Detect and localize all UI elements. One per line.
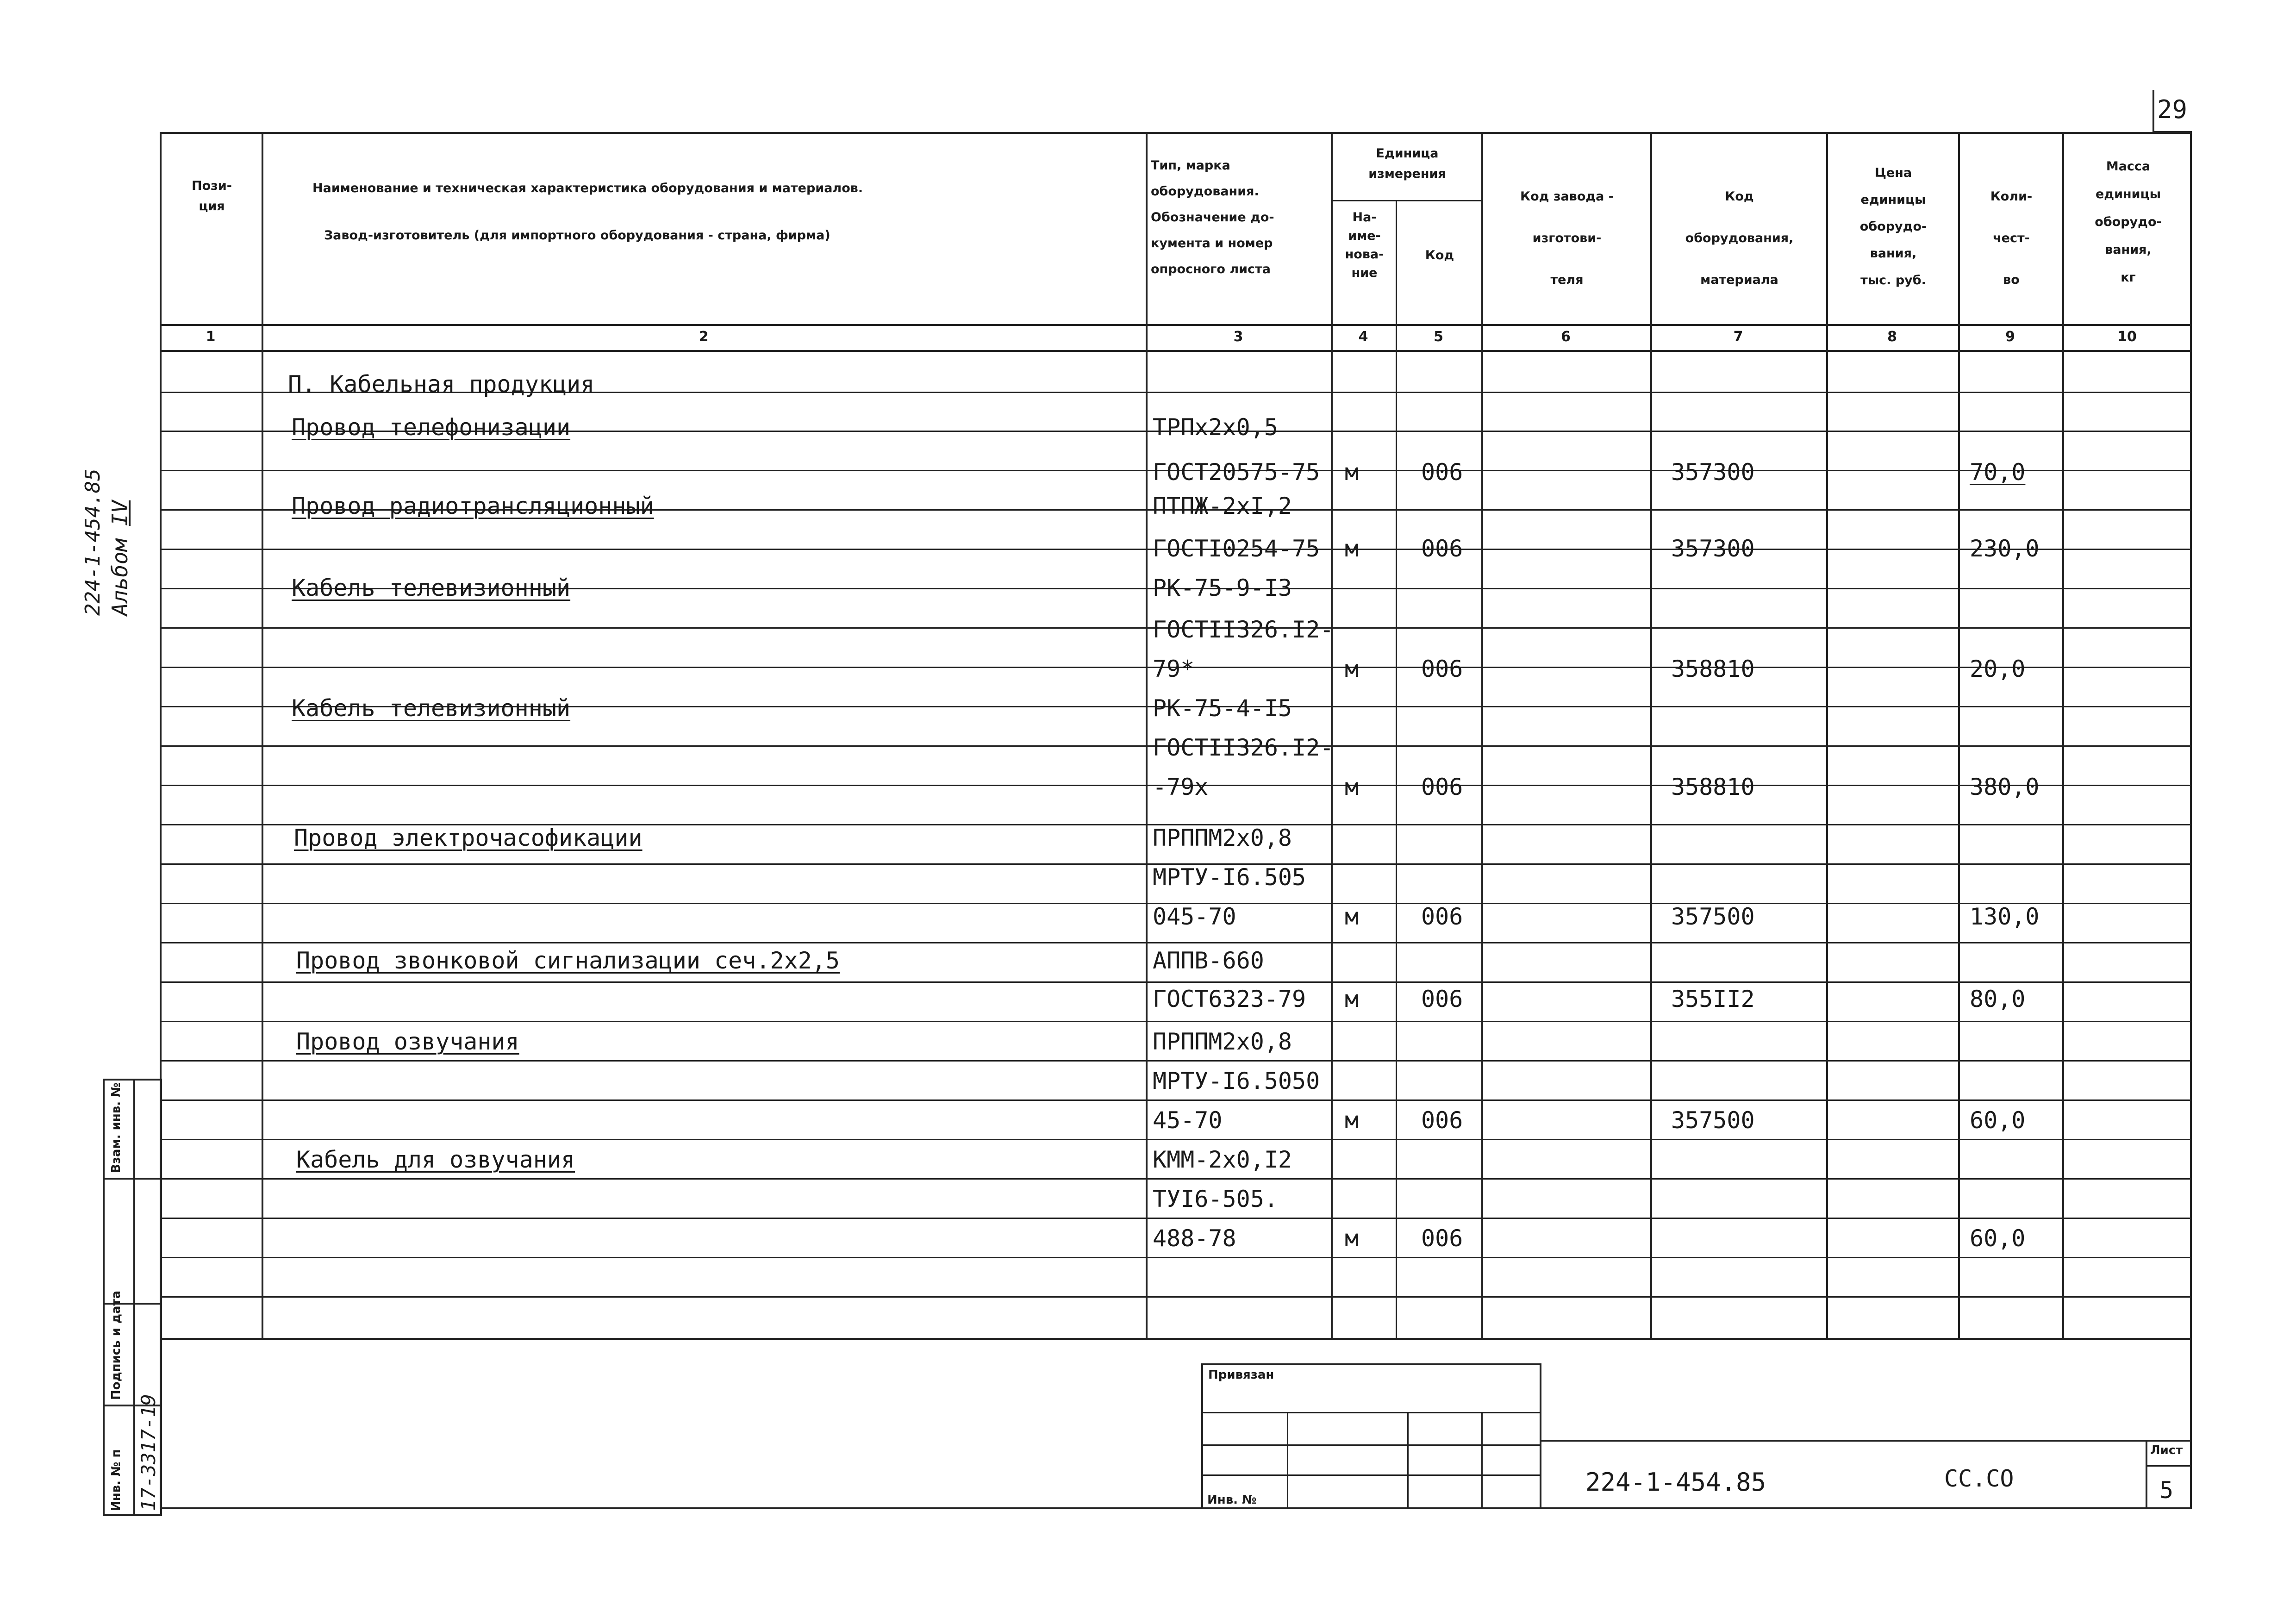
row-name: Провод звонковой сигнализации сеч.2х2,5: [296, 947, 840, 974]
row-type: ПРППМ2х0,8: [1153, 1028, 1292, 1055]
col-number-3: 3: [1233, 329, 1243, 345]
header-quantity: Коли- чест- во: [1990, 189, 2033, 287]
header-type: Тип, марка оборудования. Обозначение до- кумента и номер опросного листа: [1151, 158, 1274, 276]
album-label: [107, 500, 132, 616]
row-code: 006: [1421, 459, 1463, 486]
row-material-code: 357500: [1671, 1107, 1755, 1134]
margin-stamp: [103, 1079, 162, 1516]
row-quantity: 20,0: [1970, 656, 2026, 682]
row-type: РК-75-9-I3: [1153, 575, 1292, 601]
sheet-label: Лист: [2150, 1443, 2183, 1457]
row-quantity: 130,0: [1970, 903, 2040, 930]
header-material-code: Код оборудования, материала: [1685, 189, 1794, 287]
header-unit-code: Код: [1425, 248, 1454, 262]
inv-label: Инв. №: [1207, 1493, 1257, 1507]
row-code: 006: [1421, 903, 1463, 930]
row-code: 006: [1421, 986, 1463, 1012]
row-type: 45-70: [1153, 1107, 1223, 1134]
row-type: ГОСТ20575-75: [1153, 459, 1320, 486]
row-material-code: 357300: [1671, 459, 1755, 486]
page-number: 29: [2157, 95, 2188, 124]
col-number-10: 10: [2117, 329, 2137, 345]
row-code: 006: [1421, 1225, 1463, 1252]
col-number-8: 8: [1887, 329, 1897, 345]
col-number-6: 6: [1561, 329, 1571, 345]
row-quantity: 60,0: [1970, 1225, 2026, 1252]
row-material-code: 358810: [1671, 774, 1755, 800]
row-type: ГОСТ6323-79: [1153, 986, 1306, 1012]
row-name: Провод электрочасофикации: [294, 824, 643, 851]
row-type: 045-70: [1153, 903, 1236, 930]
header-price: Цена единицы оборудо- вания, тыс. руб.: [1859, 166, 1927, 287]
col-number-4: 4: [1358, 329, 1368, 345]
row-unit: м: [1345, 535, 1359, 562]
row-quantity: 70,0: [1970, 459, 2026, 486]
row-type: ТУI6-505.: [1153, 1186, 1278, 1212]
header-name-line1: Наименование и техническая характеристика оборудования и материалов.: [312, 181, 863, 195]
row-unit: м: [1345, 1225, 1359, 1252]
row-name: Провод телефонизации: [292, 414, 571, 441]
row-unit: м: [1345, 903, 1359, 930]
row-type: ГОСТII326.I2-: [1153, 734, 1334, 761]
row-type: ГОСТII326.I2-: [1153, 616, 1334, 643]
row-unit: м: [1345, 1107, 1359, 1134]
row-type: 488-78: [1153, 1225, 1236, 1252]
title-block: [1201, 1363, 1541, 1509]
row-name: Провод озвучания: [296, 1028, 519, 1055]
header-position: Пози- ция: [192, 179, 232, 213]
row-type: ПТПЖ-2хI,2: [1153, 493, 1292, 519]
row-quantity: 60,0: [1970, 1107, 2026, 1134]
row-code: 006: [1421, 774, 1463, 800]
row-name: Провод радиотрансляционный: [292, 493, 654, 519]
row-type: ГОСТI0254-75: [1153, 535, 1320, 562]
sheet-code: СС.СО: [1944, 1465, 2014, 1492]
row-type: АППВ-660: [1153, 947, 1264, 974]
stamp-label-signature: Подпись и дата: [109, 1290, 123, 1400]
row-type: 79*: [1153, 656, 1195, 682]
header-unit-name: На- име- нова- ние: [1345, 210, 1384, 280]
col-number-1: 1: [206, 329, 216, 345]
stamp-label-replaced: Взам. инв. №: [109, 1082, 123, 1173]
header-name-line2: Завод-изготовитель (для импортного оборудования - страна, фирма): [324, 228, 830, 243]
row-unit: м: [1345, 774, 1359, 800]
album-code: [81, 468, 105, 616]
col-number-9: 9: [2005, 329, 2015, 345]
row-quantity: 80,0: [1970, 986, 2026, 1012]
row-name: Кабель телевизионный: [292, 575, 571, 601]
row-type: МРТУ-I6.505: [1153, 864, 1306, 891]
col-number-7: 7: [1733, 329, 1743, 345]
col-number-5: 5: [1434, 329, 1443, 345]
row-type: -79х: [1153, 774, 1209, 800]
row-material-code: 357300: [1671, 535, 1755, 562]
row-name: Кабель телевизионный: [292, 695, 571, 722]
col-number-2: 2: [699, 329, 709, 345]
album-code-text: 224-1-454.85: [81, 468, 105, 616]
header-units: Единица измерения: [1368, 146, 1446, 181]
sheet-number: 5: [2159, 1477, 2174, 1504]
linked-label: Привязан: [1208, 1368, 1274, 1382]
inventory-number: 17-3317-19: [137, 1394, 160, 1511]
row-material-code: 355II2: [1671, 986, 1755, 1012]
row-type: КММ-2х0,I2: [1153, 1146, 1292, 1173]
stamp-label-inventory: Инв. № п: [109, 1449, 123, 1511]
row-unit: м: [1345, 986, 1359, 1012]
row-name: Кабель для озвучания: [296, 1146, 575, 1173]
album-label-text: Альбом: [107, 538, 132, 616]
section-title: П. Кабельная продукция: [288, 371, 595, 398]
row-material-code: 358810: [1671, 656, 1755, 682]
row-unit: м: [1345, 459, 1359, 486]
row-code: 006: [1421, 535, 1463, 562]
row-material-code: 357500: [1671, 903, 1755, 930]
row-type: РК-75-4-I5: [1153, 695, 1292, 722]
row-type: ТРПх2х0,5: [1153, 414, 1278, 441]
row-quantity: 380,0: [1970, 774, 2040, 800]
row-code: 006: [1421, 1107, 1463, 1134]
row-quantity: 230,0: [1970, 535, 2040, 562]
row-code: 006: [1421, 656, 1463, 682]
document-code: 224-1-454.85: [1585, 1468, 1766, 1497]
header-factory-code: Код завода - изготови- теля: [1520, 189, 1614, 287]
row-type: ПРППМ2х0,8: [1153, 824, 1292, 851]
row-type: МРТУ-I6.5050: [1153, 1068, 1320, 1094]
album-volume: IV: [107, 500, 132, 526]
row-unit: м: [1345, 656, 1359, 682]
header-mass: Масса единицы оборудо- вания, кг: [2095, 159, 2162, 285]
